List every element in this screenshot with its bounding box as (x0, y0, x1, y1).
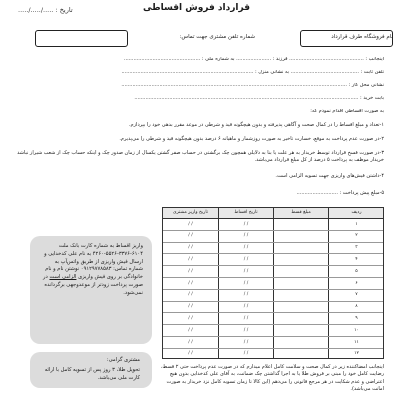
row-paid-date[interactable]: / / (188, 268, 193, 274)
row-due-date[interactable]: / / (243, 304, 249, 310)
row-paid-date[interactable]: / / (188, 256, 193, 262)
row-due-date[interactable]: / / (243, 268, 249, 274)
party-line-workplace[interactable]: نشانی محل کار : .............................................................................................................................................. (121, 83, 384, 88)
row-paid-date[interactable]: / / (188, 327, 193, 333)
table-row-number: ۸ (355, 304, 358, 310)
prepayment-label[interactable]: ۵-مبلغ پیش پرداخت : .......................... (296, 190, 384, 196)
table-row-number: ۱ (355, 221, 358, 227)
clause-4: ۴-داشتن فیش‌های واریزی جهت تسویه الزامی است. (275, 173, 384, 179)
row-due-date[interactable]: / / (243, 256, 249, 262)
customer-phone-label: شماره تلفن مشتری جهت تماس: (179, 34, 255, 40)
table-row-number: ۱۰ (354, 327, 359, 333)
clause-2: ۲-در صورت عدم پرداخت به موقع، خسارت تاخیر به صورت روزشمار و ماهیانه ۶ درصد بدون هیچگونه قید و شرطی را می‌پذیرم. (119, 136, 384, 142)
row-due-date[interactable]: / / (243, 327, 249, 333)
customer-note-text: تحویل طلا، ۳ روز پس از تسویه کامل با ارائه کارت ملی می‌باشد. (44, 367, 140, 381)
date-field[interactable]: تاریخ : ...../...../..... (18, 6, 73, 14)
clause-3: ۳-در صورت فسخ قرارداد توسط خریدار به هر علت یا بنا به دلایلی همچون چک برگشتی در حساب صفر گشتن یکسال از زمان صدور چک و اینکه حساب چک از شعب شیراز نباشد خریدار موظف به پرداخت ۵ درصد از کل مبلغ قرارداد می‌باشد. (17, 150, 384, 164)
row-paid-date[interactable]: / / (188, 292, 193, 298)
party-line-name[interactable]: اینجانب : ............................................... فرزند : ...................... به شماره ملی : ................................................ (123, 57, 384, 62)
bank-phone-number: ۰۹۱۲۹۷۷۸۵۸۳ (80, 266, 112, 273)
row-due-date[interactable]: / / (243, 245, 249, 251)
table-row-number: ۴ (355, 256, 358, 262)
footer-clause: اینجانب امضاکننده زیر در کمال صحت و سلامت کامل اعلام میدارم که در صورت عدم پرداخت حتی ۲ قسط، رضایت کامل خود را مبنی بر فروش طلا یا به اجرا گذاشتن چک ضمانت، به آقای علی کدخدایی بدون هیچ اعتراضی و عدم شکایت در هر مرجع قانونی را می‌دهم (این کالا تا زمان تسویه کامل نزد خریدار به صورت امانت می‌باشد). (160, 364, 384, 392)
bank-info-box (30, 236, 152, 344)
row-paid-date[interactable]: / / (188, 221, 193, 227)
table-row-number: ۳ (355, 245, 358, 251)
table-row-number: ۲ (355, 233, 358, 239)
intro-text: به صورت اقساطی اقدام نمودم که: (310, 109, 384, 114)
col-header-row: ردیف (351, 210, 362, 215)
row-due-date[interactable]: / / (243, 351, 249, 357)
row-paid-date[interactable]: / / (188, 245, 193, 251)
table-row-number: ۶ (355, 280, 358, 286)
row-paid-date[interactable]: / / (188, 351, 193, 357)
table-row-number: ۱۲ (354, 351, 359, 357)
row-due-date[interactable]: / / (243, 280, 249, 286)
row-paid-date[interactable]: / / (188, 233, 193, 239)
row-due-date[interactable]: / / (243, 315, 249, 321)
party-line-purchase[interactable]: بابت خرید : ............................................................................................................................................. (134, 96, 384, 101)
page-title: قرارداد فروش اقساطی (143, 3, 250, 13)
row-paid-date[interactable]: / / (188, 280, 193, 286)
table-row-number: ۱۱ (354, 339, 359, 345)
table-row-number: ۹ (355, 315, 358, 321)
row-due-date[interactable]: / / (243, 221, 249, 227)
col-header-paid-date: تاریخ واریز مشتری (173, 210, 208, 215)
clause-1: ۱-تعداد و مبلغ اقساط را در کمال صحت و آگاهی پذیرفته و بدون هیچگونه قید و شرطی در موعد مقرر بدهی خود را بپردازم. (128, 122, 384, 128)
row-paid-date[interactable]: / / (188, 304, 193, 310)
party-line-address[interactable]: تلفن ثابت : ........................................... به نشانی منزل : ................................................................................... (121, 70, 384, 75)
row-paid-date[interactable]: / / (188, 315, 193, 321)
customer-phone-box[interactable] (35, 30, 128, 47)
bank-info-text: واریز اقساط به شماره کارت بانک ملت ۶۱۰۴-۳۳۷۶-۵۵۲۶-۴۲۶۰ به نام علی کدخدایی و ارسال فیش واریزی از طریق واتس‌آپ به شماره تماس: ۰۹۱۲۹۷۷۸۵۸۳ نوشتن نام و نام خانوادگی بر روی فیش واریزی الزامی است در صورت پرداخت زودتر از موعدوجهی برگردانده نمی‌شود. (42, 243, 143, 296)
col-header-amount: مبلغ قسط (291, 210, 311, 215)
customer-note-box (30, 352, 152, 388)
required-note: الزامی است (49, 274, 77, 281)
col-header-due-date: تاریخ اقساط (234, 210, 258, 215)
table-row-number: ۷ (355, 292, 358, 298)
row-paid-date[interactable]: / / (188, 339, 193, 345)
row-due-date[interactable]: / / (243, 233, 249, 239)
row-due-date[interactable]: / / (243, 292, 249, 298)
row-due-date[interactable]: / / (243, 339, 249, 345)
store-name-label: نام فروشگاه طرف قرارداد (331, 34, 393, 40)
customer-note-title: مشتری گرامی: (106, 357, 140, 363)
table-row-number: ۵ (355, 268, 358, 274)
installments-table (162, 207, 384, 359)
bank-card-number: ۶۱۰۴-۳۳۷۶-۵۵۲۶-۴۲۶۰ (92, 250, 143, 257)
